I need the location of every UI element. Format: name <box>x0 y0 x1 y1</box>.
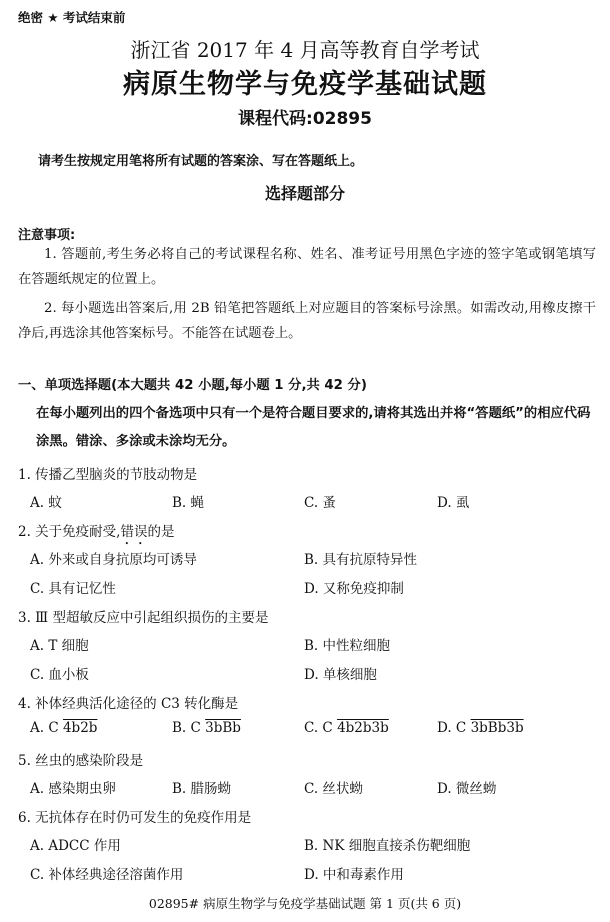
question-4-option-d <box>437 720 524 736</box>
question-4-stem: 4. 补体经典活化途径的 C3 转化酶是 <box>18 696 239 712</box>
question-1-option-c: C. 蚤 <box>304 495 336 511</box>
question-2-option-d: D. 又称免疫抑制 <box>304 581 404 597</box>
question-5-option-a: A. 感染期虫卵 <box>30 781 116 797</box>
question-5-option-d: D. 微丝蚴 <box>437 781 497 797</box>
question-6-option-b: B. NK 细胞直接杀伤靶细胞 <box>304 838 471 854</box>
question-3-stem: 3. Ⅲ 型超敏反应中引起组织损伤的主要是 <box>18 610 269 626</box>
question-1-option-d: D. 虱 <box>437 495 470 511</box>
question-5-option-b: B. 腊肠蚴 <box>172 781 232 797</box>
option-prefix: A. C <box>30 720 59 736</box>
part-heading: 一、单项选择题(本大题共 42 小题,每小题 1 分,共 42 分) <box>18 378 367 393</box>
question-6-option-a: A. ADCC 作用 <box>30 838 121 854</box>
question-3-option-c: C. 血小板 <box>30 667 89 683</box>
question-3-option-d: D. 单核细胞 <box>304 667 377 683</box>
question-5-option-c: C. 丝状蚴 <box>304 781 363 797</box>
enzyme-subscript: 4b2b <box>62 720 98 736</box>
page-footer: 02895# 病原生物学与免疫学基础试题 第 1 页(共 6 页) <box>148 896 462 911</box>
question-6-option-c: C. 补体经典途径溶菌作用 <box>30 867 184 883</box>
option-prefix: C. C <box>304 720 333 736</box>
question-5-stem: 5. 丝虫的感染阶段是 <box>18 753 144 769</box>
section-title: 选择题部分 <box>264 184 345 203</box>
note-item-1: 1. 答题前,考生务必将自己的考试课程名称、姓名、准考证号用黑色字迹的签字笔或钢笔填写在答题纸规定的位置上。 <box>18 247 596 287</box>
answer-instruction: 请考生按规定用笔将所有试题的答案涂、写在答题纸上。 <box>38 154 364 169</box>
course-code: 课程代码:02895 <box>238 109 372 129</box>
question-1-option-a: A. 蚊 <box>30 495 62 511</box>
enzyme-subscript: 4b2b3b <box>337 720 389 736</box>
question-2-option-c: C. 具有记忆性 <box>30 581 116 597</box>
note-item-2: 2. 每小题选出答案后,用 2B 铅笔把答题纸上对应题目的答案标号涂黑。如需改动,用橡皮擦干净后,再选涂其他答案标号。不能答在试题卷上。 <box>18 301 596 341</box>
question-6-option-d: D. 中和毒素作用 <box>304 867 404 883</box>
option-prefix: D. C <box>437 720 467 736</box>
question-4-option-a <box>30 720 97 736</box>
confidential-mark: 绝密 ★ 考试结束前 <box>18 10 126 25</box>
subject-title: 病原生物学与免疫学基础试题 <box>123 69 487 100</box>
question-2-stem <box>18 520 174 548</box>
part-description: 在每小题列出的四个备选项中只有一个是符合题目要求的,请将其选出并将“答题纸”的相应代码涂黑。错涂、多涂或未涂均无分。 <box>36 406 591 449</box>
enzyme-subscript: 3bBb3b <box>470 720 524 736</box>
question-2-option-b: B. 具有抗原特异性 <box>304 552 418 568</box>
question-4-option-b <box>172 720 241 736</box>
notes-heading: 注意事项: <box>18 228 76 243</box>
question-1-stem: 1. 传播乙型脑炎的节肢动物是 <box>18 467 198 483</box>
question-1-option-b: B. 蝇 <box>172 495 205 511</box>
exam-title: 浙江省 2017 年 4 月高等教育自学考试 <box>130 38 480 62</box>
question-6-stem: 6. 无抗体存在时仍可发生的免疫作用是 <box>18 810 252 826</box>
question-3-option-a: A. T 细胞 <box>30 638 89 654</box>
question-4-option-c <box>304 720 389 736</box>
question-2-stem-start: 2. 关于免疫耐受, <box>18 524 121 540</box>
question-2-option-a: A. 外来或自身抗原均可诱导 <box>30 552 197 568</box>
question-2-stem-end: 的是 <box>147 524 175 540</box>
option-prefix: B. C <box>172 720 201 736</box>
question-3-option-b: B. 中性粒细胞 <box>304 638 391 654</box>
enzyme-subscript: 3bBb <box>205 720 241 736</box>
question-2-emphasis: 错误 <box>120 524 148 540</box>
